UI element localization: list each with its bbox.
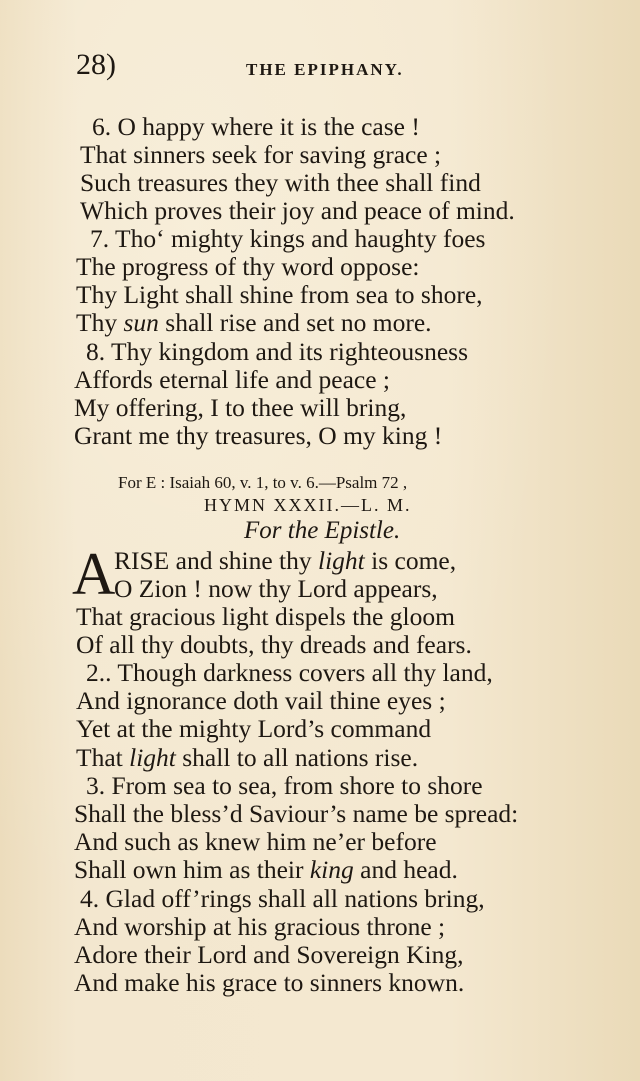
verse-line: Yet at the mighty Lord’s command [76,714,432,743]
verse-line: Affords eternal life and peace ; [74,365,390,394]
page-header [0,48,640,88]
verse-line: RISE and shine thy light is come, [114,546,457,575]
verse-line: And make his grace to sinners known. [74,968,465,997]
verse-line: Shall the bless’d Saviour’s name be spread: [74,799,519,828]
hymn-title: HYMN XXXII.—L. M. [204,495,412,515]
scripture-reference: For E : Isaiah 60, v. 1, to v. 6.—Psalm 72 , [118,473,408,492]
verse-line: And ignorance doth vail thine eyes ; [76,686,446,715]
verse-line: Thy Light shall shine from sea to shore, [76,280,483,309]
verse-line: 4. Glad off’rings shall all nations bring, [80,884,485,913]
verse-line: Which proves their joy and peace of mind. [80,196,515,225]
verse-line: That sinners seek for saving grace ; [80,140,442,169]
verse-line: 6. O happy where it is the case ! [92,112,420,141]
verse-line: And worship at his gracious throne ; [74,912,446,941]
verse-line: That gracious light dispels the gloom [76,602,455,631]
verse-line: 7. Tho‘ mighty kings and haughty foes [90,224,486,253]
running-title: THE EPIPHANY. [246,60,404,79]
verse-line: Thy sun shall rise and set no more. [76,308,432,337]
verse-line: Adore their Lord and Sovereign King, [74,940,464,969]
verse-line: 8. Thy kingdom and its righteousness [86,337,469,366]
verse-line: 2.. Though darkness covers all thy land, [86,658,493,687]
verse-line: 3. From sea to sea, from shore to shore [86,771,483,800]
verse-line: Of all thy doubts, thy dreads and fears. [76,630,472,659]
verse-line: Grant me thy treasures, O my king ! [74,421,443,450]
verse-line: O Zion ! now thy Lord appears, [114,574,438,603]
verse-line: My offering, I to thee will bring, [74,393,407,422]
verse-line: Shall own him as their king and head. [74,855,458,884]
verse-line: The progress of thy word oppose: [76,252,420,281]
verse-line: Such treasures they with thee shall find [80,168,481,197]
verse-line: That light shall to all nations rise. [76,743,419,772]
drop-cap: A [72,541,116,607]
hymn-subtitle: For the Epistle. [244,517,401,544]
verse-line: And such as knew him ne’er before [74,827,437,856]
page-number: 28) [76,48,116,81]
